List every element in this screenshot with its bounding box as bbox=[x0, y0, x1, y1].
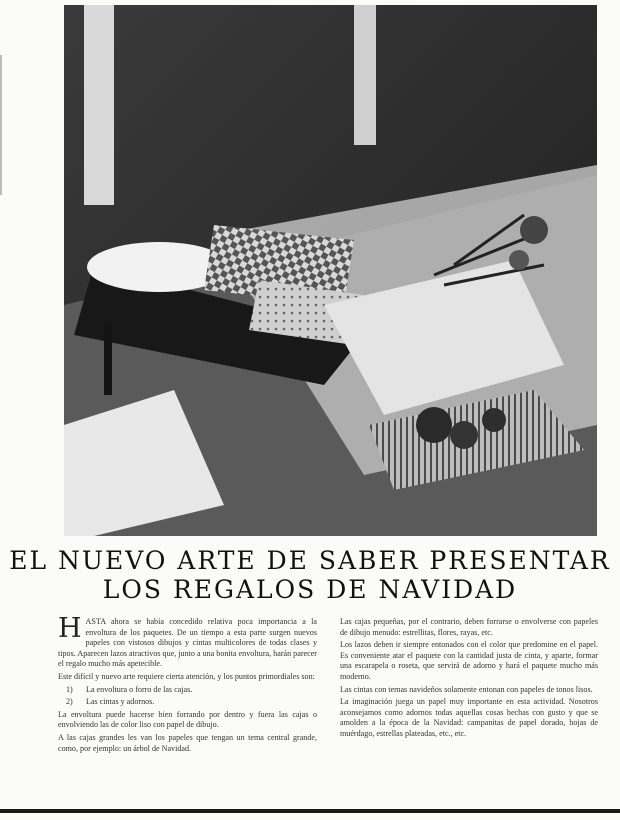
list-number: 1) bbox=[66, 684, 73, 694]
gift-wrapping-photo-icon bbox=[64, 5, 597, 536]
paragraph: La envoltura puede hacerse bien forrando por dentro y fuera las cajas o envolviendo las de color liso con papel de dibujo. bbox=[58, 709, 317, 730]
article-column-left bbox=[58, 613, 317, 756]
list-number: 2) bbox=[66, 697, 73, 707]
bottom-rule bbox=[0, 809, 620, 813]
paragraph: Las cintas con temas navideños solamente entonan con papeles de tonos lisos. bbox=[340, 684, 593, 694]
list-item bbox=[58, 697, 317, 708]
paragraph: A las cajas grandes les van los papeles que tengan un tema central grande, como, por ejemplo: un árbol de Navidad. bbox=[58, 732, 317, 753]
list-text: La envoltura o forro de las cajas. bbox=[86, 684, 193, 694]
paragraph: Las cajas pequeñas, por el contrario, deben forrarse o envolverse con papeles de dibujo menudo: estrellitas, flores, rayas, etc. bbox=[340, 617, 598, 637]
paragraph-text: ASTA ahora se había concedido relativa poca importancia a la envoltura de los paquetes. De un tiempo a esta parte surgen nuevos papeles con vistosos dibujos y cintas multicolores de todas clases y tipos. Aparecen lazos atractivos que, junto a una bonita envoltura, harán parecer el regalo mucho más apetecible. bbox=[58, 617, 317, 669]
dropcap: H bbox=[58, 613, 82, 644]
paragraph bbox=[58, 613, 317, 670]
headline-line-1: EL NUEVO ARTE DE SABER PRESENTAR bbox=[9, 546, 611, 575]
paragraph: Este difícil y nuevo arte requiere cierta atención, y los puntos primordiales son: bbox=[58, 671, 315, 681]
headline bbox=[0, 546, 620, 604]
headline-line-2: LOS REGALOS DE NAVIDAD bbox=[102, 575, 518, 604]
list-item bbox=[58, 685, 317, 696]
scan-margin-mark bbox=[0, 55, 2, 195]
paragraph: Los lazos deben ir siempre entonados con el color que predomine en el papel. Es conveniente atar el paquete con la cantidad justa de cinta, y aparte, formar una escarapela o roseta, que servirá de adorno y hará el paquete mucho más moderno. bbox=[340, 640, 598, 681]
gift-wrapping-photo bbox=[64, 5, 597, 536]
list-text: Las cintas y adornos. bbox=[86, 697, 155, 707]
paragraph: La imaginación juega un papel muy importante en esta actividad. Nosotros aconsejamos como adornos todas aquellas cosas hechas con gusto y que se amolden a la época de la Navidad: campanitas de papel dorado, hojas de muérdago, estrellas plateadas, etc., etc. bbox=[340, 697, 598, 738]
article-column-right bbox=[340, 617, 598, 742]
